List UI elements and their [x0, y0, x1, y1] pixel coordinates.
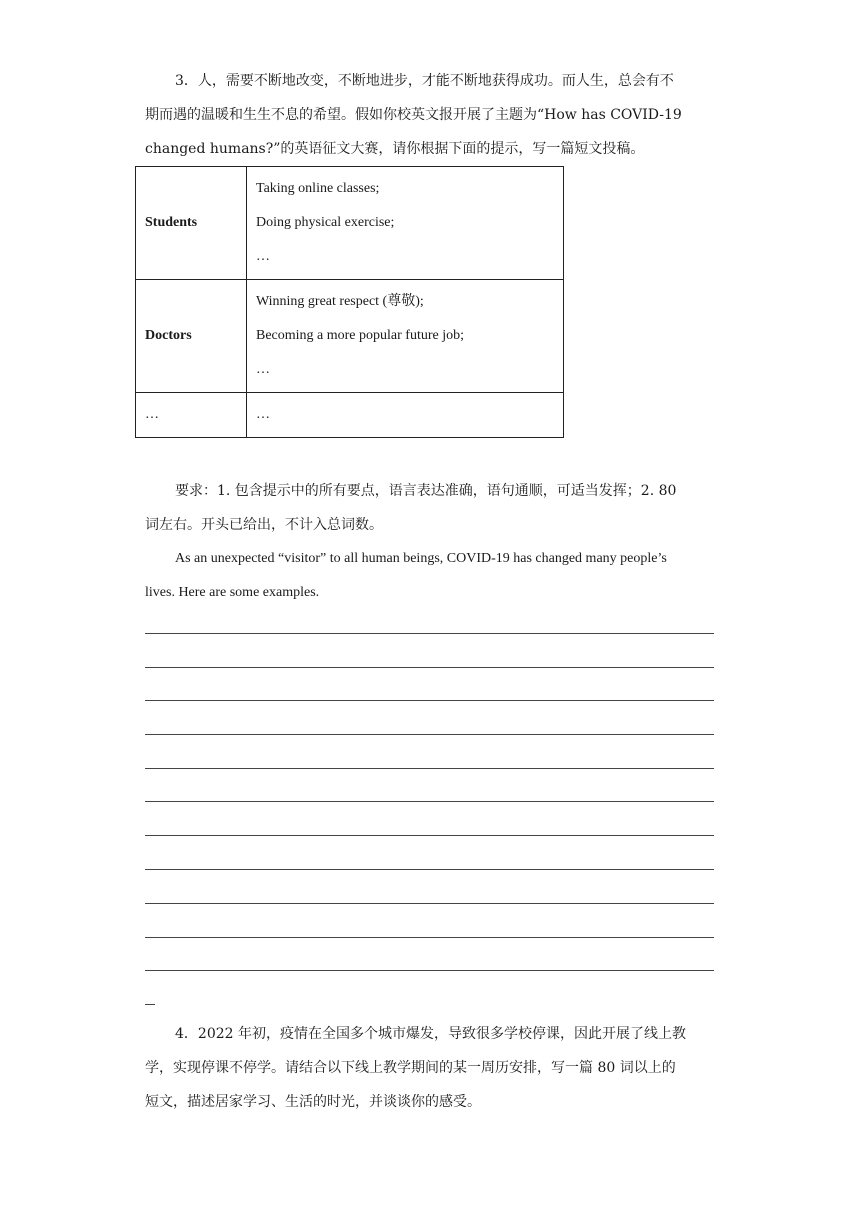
answer-line[interactable]: [145, 903, 714, 904]
requirements-line-1: 要求：1. 包含提示中的所有要点，语言表达准确，语句通顺，可适当发挥；2. 80: [175, 483, 677, 499]
row-items-more: [247, 393, 564, 438]
hints-table: [135, 166, 564, 438]
answer-line[interactable]: [145, 835, 714, 836]
answer-line[interactable]: [145, 734, 714, 735]
q4-line-3: 短文，描述居家学习、生活的时光，并谈谈你的感受。: [145, 1094, 481, 1110]
answer-line[interactable]: [145, 667, 714, 668]
answer-line[interactable]: [145, 869, 714, 870]
answer-line-end: [145, 1004, 155, 1005]
item-more-1: …: [256, 407, 270, 422]
q3-line-2: 期而遇的温暖和生生不息的希望。假如你校英文报开展了主题为“How has COVID-19: [145, 107, 682, 123]
requirements-line-2: 词左右。开头已给出，不计入总词数。: [145, 517, 383, 533]
answer-line[interactable]: [145, 700, 714, 701]
row-items-students: [247, 167, 564, 280]
item-students-1: Taking online classes;: [256, 181, 380, 196]
q4-prompt: [145, 1017, 715, 1119]
opening-line-1: As an unexpected “visitor” to all human beings, COVID-19 has changed many people’s: [175, 551, 667, 566]
answer-line[interactable]: [145, 937, 714, 938]
table-row-students: [136, 167, 564, 280]
q3-prompt: [145, 64, 715, 166]
answer-line[interactable]: [145, 970, 714, 971]
item-students-3: …: [256, 249, 270, 264]
q4-line-2: 学，实现停课不停学。请结合以下线上教学期间的某一周历安排，写一篇 80 词以上的: [145, 1060, 676, 1076]
answer-line[interactable]: [145, 633, 714, 634]
table-row-doctors: [136, 280, 564, 393]
item-doctors-2: Becoming a more popular future job;: [256, 328, 464, 343]
q3-line-1: 3．人，需要不断地改变，不断地进步，才能不断地获得成功。而人生，总会有不: [175, 73, 674, 89]
answer-line[interactable]: [145, 768, 714, 769]
item-students-2: Doing physical exercise;: [256, 215, 395, 230]
q3-requirements: [145, 474, 715, 542]
q4-line-1: 4．2022 年初，疫情在全国多个城市爆发，导致很多学校停课，因此开展了线上教: [175, 1026, 686, 1042]
row-label-students: Students: [136, 167, 247, 280]
row-label-more: …: [136, 393, 247, 438]
q3-line-3: changed humans?”的英语征文大赛，请你根据下面的提示，写一篇短文投稿。: [145, 141, 645, 157]
item-doctors-1: Winning great respect (尊敬);: [256, 294, 424, 309]
row-items-doctors: [247, 280, 564, 393]
row-label-doctors: Doctors: [136, 280, 247, 393]
q3-opening: [145, 542, 715, 610]
opening-line-2: lives. Here are some examples.: [145, 585, 320, 600]
item-doctors-3: …: [256, 362, 270, 377]
table-row-more: [136, 393, 564, 438]
answer-line[interactable]: [145, 801, 714, 802]
